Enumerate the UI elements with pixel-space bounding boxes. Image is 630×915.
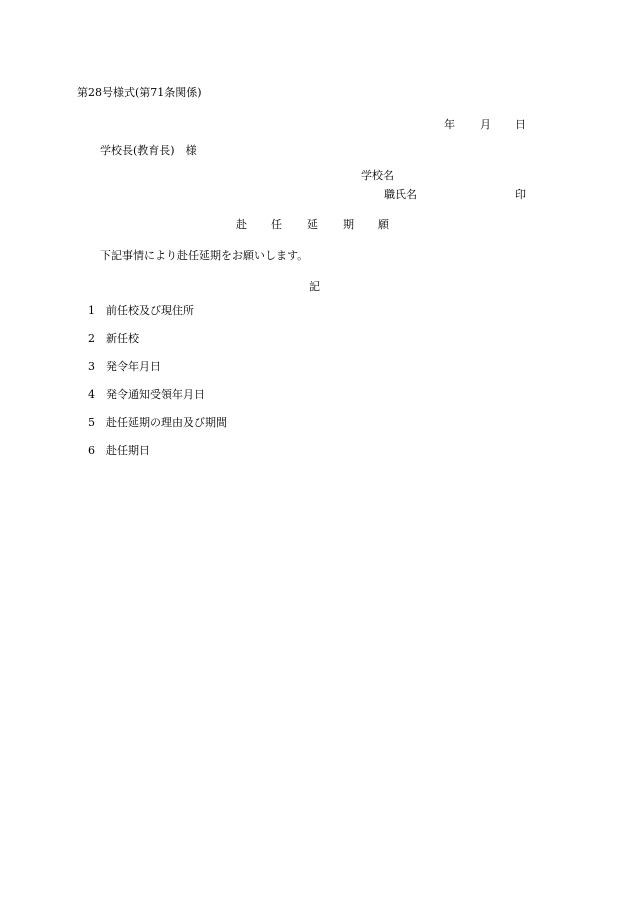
item-label: 発令年月日 <box>106 360 161 373</box>
date-year-label: 年 <box>444 118 455 131</box>
ki-heading: 記 <box>309 280 320 293</box>
item-label: 前任校及び現住所 <box>106 304 194 317</box>
list-item <box>88 361 161 372</box>
body-text: 下記事情により赴任延期をお願いします。 <box>100 249 309 262</box>
item-label: 赴任延期の理由及び期間 <box>106 416 227 429</box>
seal-mark: 印 <box>515 188 526 201</box>
form-number-label: 第28号様式(第71条関係) <box>77 86 202 99</box>
item-label: 新任校 <box>106 332 139 345</box>
list-item <box>88 305 194 316</box>
item-number: 2 <box>88 332 95 345</box>
list-item <box>88 333 139 344</box>
list-item <box>88 417 227 428</box>
title-char: 延 <box>307 218 318 231</box>
item-label: 発令通知受領年月日 <box>106 388 205 401</box>
list-item <box>88 445 150 456</box>
item-label: 赴任期日 <box>106 444 150 457</box>
item-number: 4 <box>88 388 95 401</box>
item-number: 1 <box>88 304 95 317</box>
addressee-line: 学校長(教育長) 様 <box>100 144 197 157</box>
title-char: 赴 <box>236 218 247 231</box>
item-number: 5 <box>88 416 95 429</box>
item-number: 3 <box>88 360 95 373</box>
sender-name-label: 職氏名 <box>384 188 417 201</box>
date-day-label: 日 <box>515 118 526 131</box>
title-char: 任 <box>271 218 282 231</box>
list-item <box>88 389 205 400</box>
title-char: 期 <box>343 218 354 231</box>
sender-school-label: 学校名 <box>361 169 394 182</box>
item-number: 6 <box>88 444 95 457</box>
title-char: 願 <box>378 218 389 231</box>
date-month-label: 月 <box>480 118 491 131</box>
